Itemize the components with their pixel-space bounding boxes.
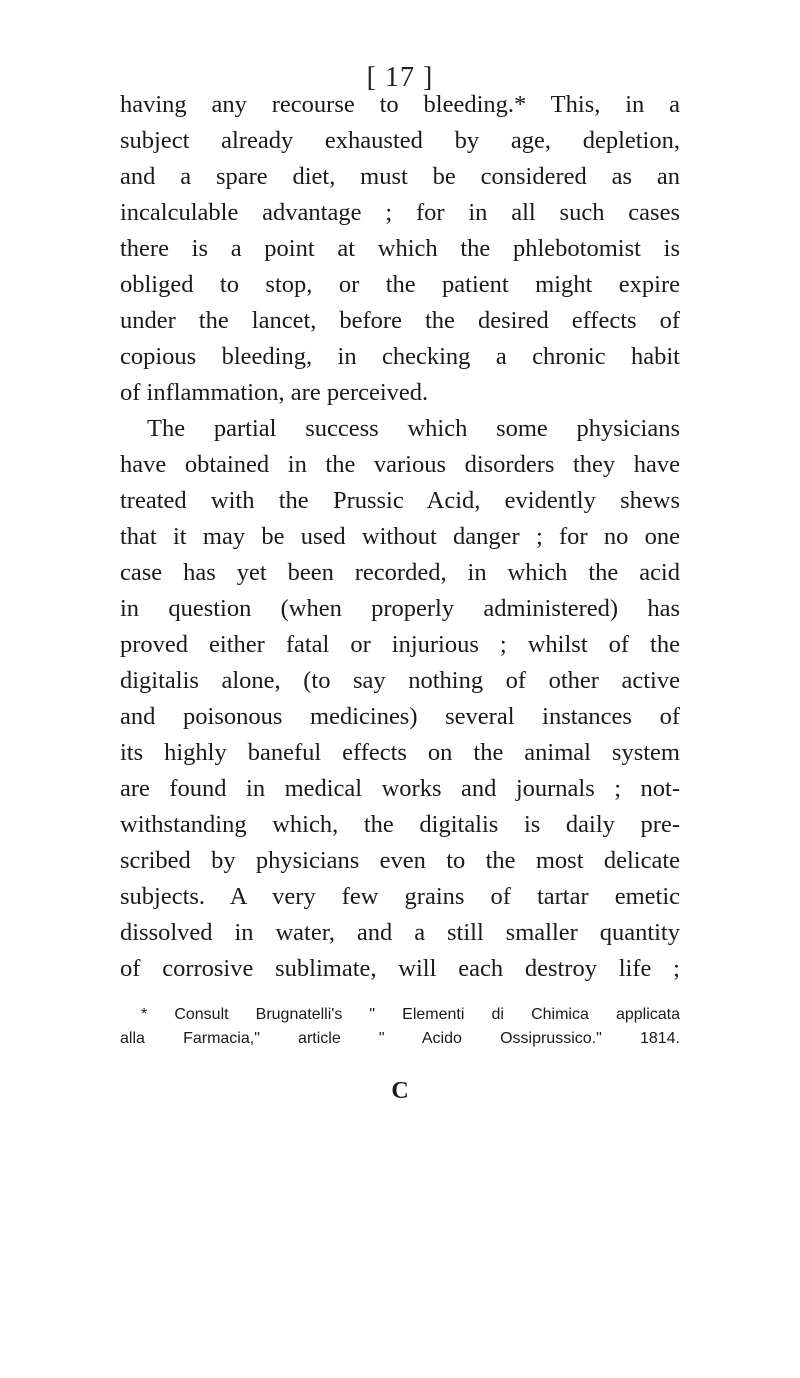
body-line-12: treated with the Prussic Acid, evidently shews	[120, 487, 680, 514]
body-line-5: there is a point at which the phlebotomist is	[120, 235, 680, 262]
body-line-13: that it may be used without danger ; for no one	[120, 523, 680, 550]
body-line-6: obliged to stop, or the patient might expire	[120, 271, 680, 298]
body-line-11: have obtained in the various disorders they have	[120, 451, 680, 478]
body-line-21: withstanding which, the digitalis is daily pre-	[120, 811, 680, 838]
body-line-23: subjects. A very few grains of tartar emetic	[120, 883, 680, 910]
page-number: [ 17 ]	[366, 62, 434, 93]
footnote-line-2: alla Farmacia," article " Acido Ossiprussico." 1814.	[120, 1030, 680, 1047]
body-line-2: subject already exhausted by age, depletion,	[120, 127, 680, 154]
body-line-15: in question (when properly administered) has	[120, 595, 680, 622]
body-line-16: proved either fatal or injurious ; whilst of the	[120, 631, 680, 658]
body-line-8: copious bleeding, in checking a chronic habit	[120, 343, 680, 370]
body-line-19: its highly baneful effects on the animal system	[120, 739, 680, 766]
body-line-22: scribed by physicians even to the most delicate	[120, 847, 680, 874]
body-line-20: are found in medical works and journals ; not-	[120, 775, 680, 802]
body-line-10: The partial success which some physicians	[147, 415, 680, 442]
body-line-1: having any recourse to bleeding.* This, in a	[120, 91, 680, 118]
body-line-9: of inflammation, are perceived.	[120, 379, 429, 406]
footnote-line-1: * Consult Brugnatelli's " Elementi di Chimica applicata	[141, 1006, 680, 1023]
body-line-25: of corrosive sublimate, will each destroy life ;	[120, 955, 680, 982]
body-line-4: incalculable advantage ; for in all such cases	[120, 199, 680, 226]
body-line-24: dissolved in water, and a still smaller quantity	[120, 919, 680, 946]
body-line-17: digitalis alone, (to say nothing of other active	[120, 667, 680, 694]
body-line-14: case has yet been recorded, in which the acid	[120, 559, 680, 586]
signature-mark: C	[391, 1078, 409, 1104]
body-line-18: and poisonous medicines) several instances of	[120, 703, 680, 730]
body-line-7: under the lancet, before the desired effects of	[120, 307, 680, 334]
body-line-3: and a spare diet, must be considered as an	[120, 163, 680, 190]
